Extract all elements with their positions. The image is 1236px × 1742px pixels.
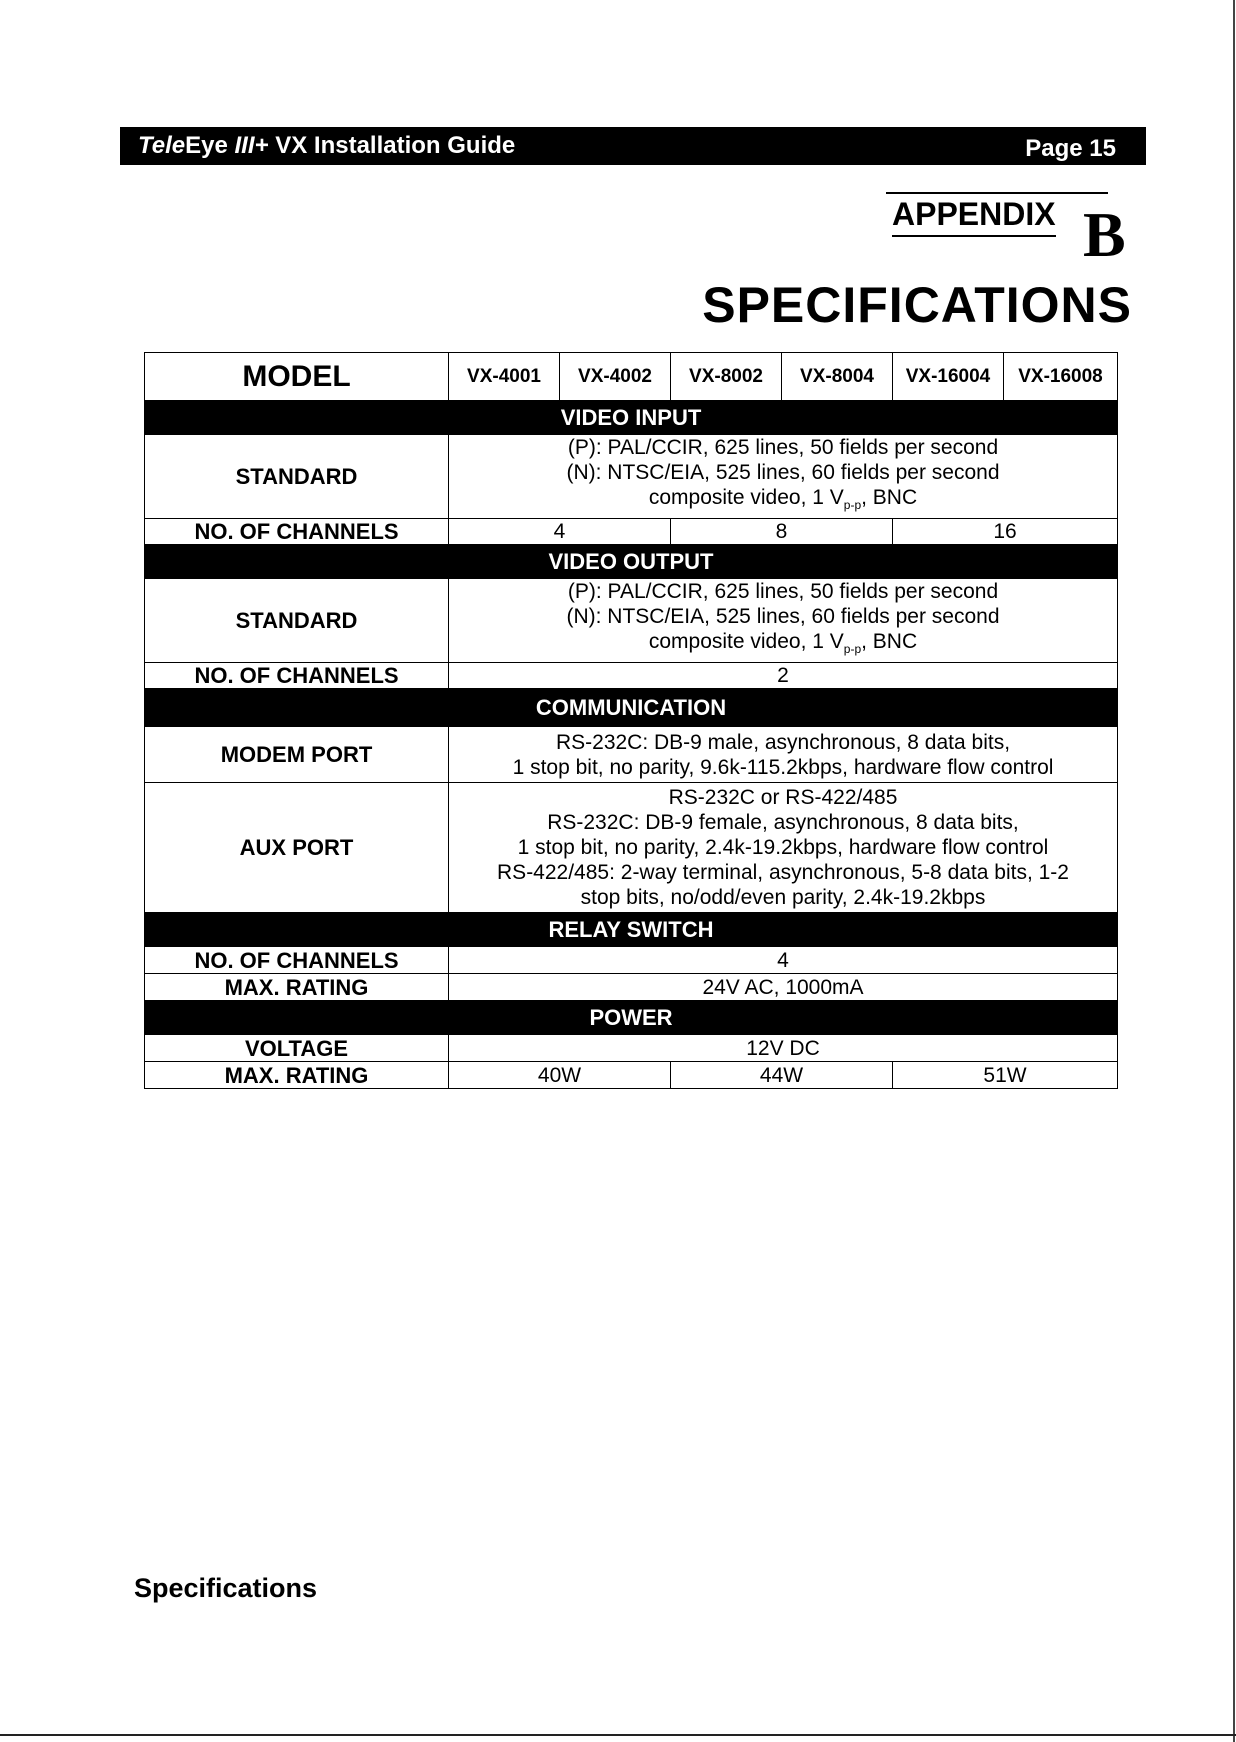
- page-bottom-rule: [0, 1734, 1236, 1736]
- text-line: (N): NTSC/EIA, 525 lines, 60 fields per second: [566, 461, 1000, 484]
- row-label: MODEM PORT: [145, 727, 449, 783]
- aux-port-row: [145, 783, 1118, 913]
- model-label: MODEL: [145, 353, 449, 401]
- text-line: stop bits, no/odd/even parity, 2.4k-19.2kbps: [580, 886, 986, 910]
- text-line: [449, 485, 1117, 518]
- relay-channels-value: 4: [449, 947, 1118, 974]
- page-number: Page 15: [1025, 135, 1116, 162]
- video-output-standard-value: [449, 579, 1118, 663]
- section-title: VIDEO OUTPUT: [145, 545, 1118, 579]
- brand-italic: Tele: [138, 132, 186, 159]
- power-rating-value: 40W: [449, 1062, 671, 1089]
- text-segment: composite video, 1 V: [648, 486, 844, 509]
- video-output-standard-row: [145, 579, 1118, 663]
- row-label: VOLTAGE: [145, 1035, 449, 1062]
- model-vx-4001: VX-4001: [449, 353, 560, 401]
- section-video-input: [145, 401, 1118, 435]
- brand-model: III+: [234, 132, 269, 159]
- text-segment: , BNC: [861, 630, 918, 654]
- model-row: [145, 353, 1118, 401]
- text-line: [449, 629, 1117, 662]
- subscript: p-p: [843, 642, 862, 657]
- text-line: (P): PAL/CCIR, 625 lines, 50 fields per second: [567, 436, 999, 459]
- specifications-table: [144, 352, 1118, 1089]
- model-vx-8004: VX-8004: [782, 353, 893, 401]
- channels-value: 8: [671, 519, 893, 545]
- relay-rating-row: [145, 974, 1118, 1001]
- section-relay-switch: [145, 913, 1118, 947]
- page-title: SPECIFICATIONS: [702, 277, 1132, 333]
- channels-value: 4: [449, 519, 671, 545]
- model-vx-4002: VX-4002: [560, 353, 671, 401]
- power-voltage-row: [145, 1035, 1118, 1062]
- text-line: RS-232C: DB-9 female, asynchronous, 8 data bits,: [547, 811, 1019, 835]
- text-line: (N): NTSC/EIA, 525 lines, 60 fields per second: [566, 605, 1000, 629]
- video-input-channels-row: [145, 519, 1118, 545]
- channels-value: 2: [449, 663, 1118, 689]
- section-title: RELAY SWITCH: [145, 913, 1118, 947]
- row-label: MAX. RATING: [145, 974, 449, 1001]
- relay-rating-value: 24V AC, 1000mA: [449, 974, 1118, 1001]
- section-title: POWER: [145, 1001, 1118, 1035]
- modem-port-row: [145, 727, 1118, 783]
- row-label: AUX PORT: [145, 783, 449, 913]
- text-line: RS-422/485: 2-way terminal, asynchronous, 5-8 data bits, 1-2: [497, 861, 1069, 885]
- page-header-bar: [120, 127, 1146, 165]
- subscript: p-p: [843, 498, 862, 513]
- appendix-rule: [886, 192, 1108, 194]
- power-voltage-value: 12V DC: [449, 1035, 1118, 1062]
- modem-port-value: [449, 727, 1118, 783]
- brand-rest: Eye: [185, 132, 228, 159]
- section-communication: [145, 689, 1118, 727]
- text-segment: , BNC: [861, 486, 918, 509]
- model-vx-16004: VX-16004: [893, 353, 1004, 401]
- model-vx-8002: VX-8002: [671, 353, 782, 401]
- video-input-standard-value: [449, 435, 1118, 519]
- header-title: [138, 132, 515, 160]
- section-title: COMMUNICATION: [145, 689, 1118, 727]
- relay-channels-row: [145, 947, 1118, 974]
- power-rating-row: [145, 1062, 1118, 1089]
- video-input-standard-row: [145, 435, 1118, 519]
- channels-value: 16: [893, 519, 1118, 545]
- appendix-label: APPENDIX: [892, 196, 1056, 237]
- text-line: RS-232C or RS-422/485: [668, 786, 898, 810]
- model-vx-16008: VX-16008: [1004, 353, 1118, 401]
- text-line: RS-232C: DB-9 male, asynchronous, 8 data bits,: [555, 730, 1011, 754]
- row-label: NO. OF CHANNELS: [145, 519, 449, 545]
- footer-section-title: Specifications: [134, 1573, 318, 1603]
- video-output-channels-row: [145, 663, 1118, 689]
- row-label: NO. OF CHANNELS: [145, 947, 449, 974]
- aux-port-value: [449, 783, 1118, 913]
- power-rating-value: 44W: [671, 1062, 893, 1089]
- row-label: NO. OF CHANNELS: [145, 663, 449, 689]
- text-line: 1 stop bit, no parity, 9.6k-115.2kbps, hardware flow control: [512, 755, 1054, 779]
- power-rating-value: 51W: [893, 1062, 1118, 1089]
- page-edge-right: [1233, 0, 1235, 1742]
- text-line: 1 stop bit, no parity, 2.4k-19.2kbps, hardware flow control: [517, 836, 1049, 860]
- section-video-output: [145, 545, 1118, 579]
- row-label: MAX. RATING: [145, 1062, 449, 1089]
- section-power: [145, 1001, 1118, 1035]
- text-segment: composite video, 1 V: [648, 630, 844, 654]
- section-title: VIDEO INPUT: [145, 401, 1118, 435]
- row-label: STANDARD: [145, 579, 449, 663]
- guide-title: VX Installation Guide: [275, 132, 516, 159]
- appendix-letter: B: [1083, 199, 1126, 270]
- text-line: (P): PAL/CCIR, 625 lines, 50 fields per second: [567, 580, 999, 604]
- row-label: STANDARD: [145, 435, 449, 519]
